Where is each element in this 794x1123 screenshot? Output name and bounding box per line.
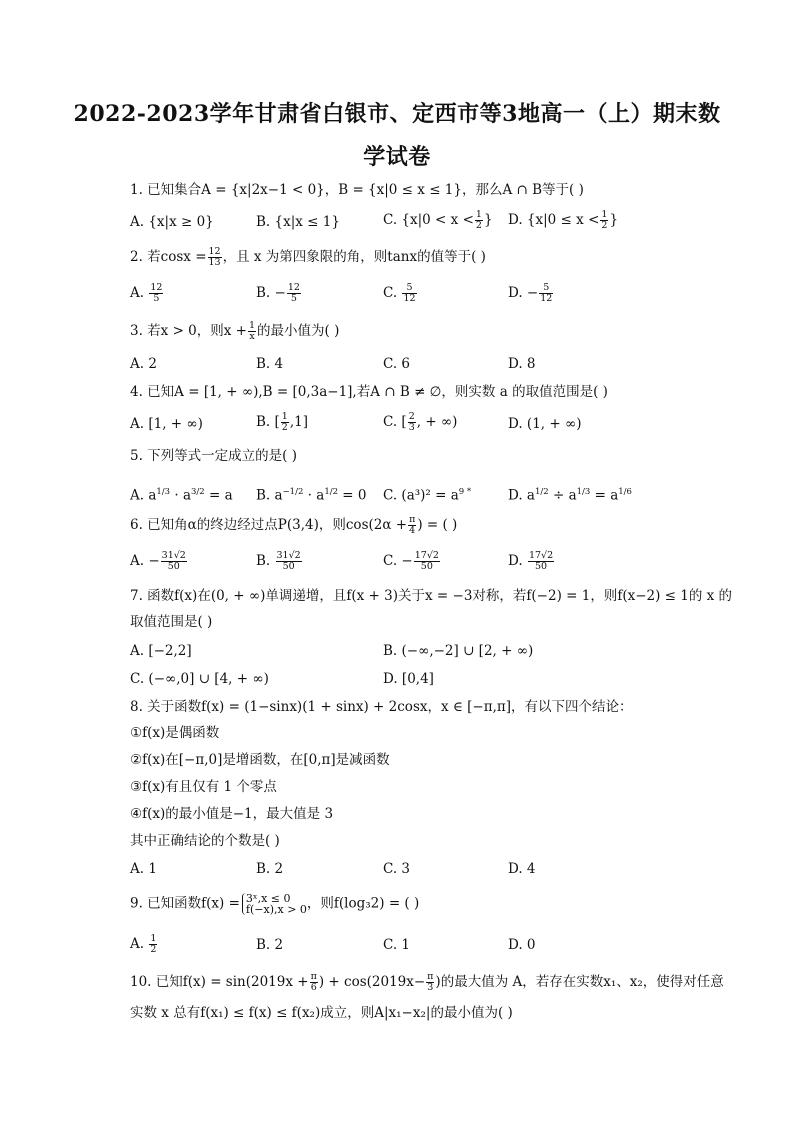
q3-option-a: A. 2 <box>130 356 157 372</box>
q9-option-b: B. 2 <box>256 937 284 953</box>
question-9-stem: 9. 已知函数f(x) = 3ˣ,x ≤ 0 f(−x),x > 0 ，则f(log₃2) = ( ) <box>130 892 420 916</box>
q8-option-d: D. 4 <box>508 861 536 877</box>
q1-option-b: B. {x|x ≤ 1} <box>256 214 340 230</box>
q8-option-a: A. 1 <box>130 861 157 877</box>
q7-option-d: D. [0,4] <box>383 671 434 687</box>
question-5-stem: 5. 下列等式一定成立的是( ) <box>130 448 297 464</box>
q8-statement-5: 其中正确结论的个数是( ) <box>130 833 280 849</box>
question-7-stem-line1: 7. 函数f(x)在(0, + ∞)单调递增，且f(x + 3)关于x = −3对称，若f(−2) = 1，则f(x−2) ≤ 1的 x 的 <box>130 588 733 604</box>
question-4-stem: 4. 已知A = [1, + ∞),B = [0,3a−1],若A ∩ B ≠ ∅，则实数 a 的取值范围是( ) <box>130 384 608 400</box>
q9-option-a: A. $\frac{1}{2}$ <box>130 933 157 955</box>
exam-title-line1: 2022-2023学年甘肃省白银市、定西市等3地高一（上）期末数 <box>73 101 721 127</box>
q4-option-a: A. [1, + ∞) <box>130 416 203 432</box>
question-1-stem: 1. 已知集合A = {x|2x−1 < 0}，B = {x|0 ≤ x ≤ 1}，那么A ∩ B等于( ) <box>130 182 584 198</box>
question-10-stem-line2: 实数 x 总有f(x₁) ≤ f(x) ≤ f(x₂)成立，则A|x₁−x₂|的最小值为( ) <box>130 1005 513 1021</box>
q6-option-b: B. $\frac{31√2}{50}$ <box>256 550 301 572</box>
q5-option-b: B. $a^{-1/2} \cdot a^{1/2} = 0$ <box>256 487 367 504</box>
q3-option-d: D. 8 <box>508 356 536 372</box>
q2-option-a: A. $\frac{12}{5}$ <box>130 282 163 304</box>
exam-title-line2: 学试卷 <box>363 144 431 170</box>
q8-statement-4: ④f(x)的最小值是−1，最大值是 3 <box>130 806 334 822</box>
q5-option-a: A. $a^{1/3} \cdot a^{3/2} = a$ <box>130 487 233 504</box>
q8-statement-1: ①f(x)是偶函数 <box>130 725 220 741</box>
q8-option-c: C. 3 <box>383 861 411 877</box>
q6-option-d: D. $\frac{17√2}{50}$ <box>508 550 554 572</box>
q2-option-c: C. $\frac{5}{12}$ <box>383 282 416 304</box>
q6-option-c: C. − $\frac{17√2}{50}$ <box>383 550 439 572</box>
q8-statement-3: ③f(x)有且仅有 1 个零点 <box>130 779 277 795</box>
q4-option-b: B. [ $\frac{1}{2}$ ,1] <box>256 411 308 433</box>
q7-option-b: B. (−∞,−2] ∪ [2, + ∞) <box>383 643 534 659</box>
q6-option-a: A. − $\frac{31√2}{50}$ <box>130 550 186 572</box>
q1-option-a: A. {x|x ≥ 0} <box>130 214 214 230</box>
q4-option-c: C. [ $\frac{2}{3}$ , + ∞) <box>383 411 458 433</box>
question-6-stem: 6. 已知角α的终边经过点P(3,4)，则cos(2α + $\frac{\pi}{4}$ ) = ( ) <box>130 514 458 536</box>
piecewise-brace: 3ˣ,x ≤ 0 f(−x),x > 0 <box>242 893 307 915</box>
q1-option-c: C. {x|0 < x < $\frac{1}{2}$ } <box>383 209 493 231</box>
q4-option-d: D. (1, + ∞) <box>508 416 582 432</box>
question-8-stem: 8. 关于函数f(x) = (1−sinx)(1 + sinx) + 2cosx，x ∈ [−π,π]，有以下四个结论： <box>130 699 633 715</box>
q5-option-c: C. $(a^3)^2 = a^{9 *}$ <box>383 487 472 504</box>
q3-option-c: C. 6 <box>383 356 411 372</box>
question-7-stem-line2: 取值范围是( ) <box>130 614 213 630</box>
q3-option-b: B. 4 <box>256 356 284 372</box>
q8-option-b: B. 2 <box>256 861 284 877</box>
q1-option-d: D. {x|0 ≤ x < $\frac{1}{2}$ } <box>508 209 619 231</box>
q7-option-a: A. [−2,2] <box>130 643 192 659</box>
q2-option-d: D. − $\frac{5}{12}$ <box>508 282 553 304</box>
q9-option-d: D. 0 <box>508 937 536 953</box>
question-3-stem: 3. 若x > 0，则x + $\frac{1}{x}$ 的最小值为( ) <box>130 320 340 342</box>
q7-option-c: C. (−∞,0] ∪ [4, + ∞) <box>130 671 269 687</box>
q5-option-d: D. $a^{1/2} \div a^{1/3} = a^{1/6}$ <box>508 487 632 504</box>
question-10-stem-line1: 10. 已知f(x) = sin(2019x + $\frac{\pi}{6}$ ) + cos(2019x− $\frac{\pi}{3}$ )的最大值为 A，若存在实数x₁、x₂，使得对任意 <box>130 971 724 993</box>
q2-option-b: B. − $\frac{12}{5}$ <box>256 282 300 304</box>
q8-statement-2: ②f(x)在[−π,0]是增函数，在[0,π]是减函数 <box>130 752 390 768</box>
question-2-stem: 2. 若cosx = $\frac{12}{13}$ ，且 x 为第四象限的角，则tanx的值等于( ) <box>130 246 486 268</box>
q9-option-c: C. 1 <box>383 937 411 953</box>
